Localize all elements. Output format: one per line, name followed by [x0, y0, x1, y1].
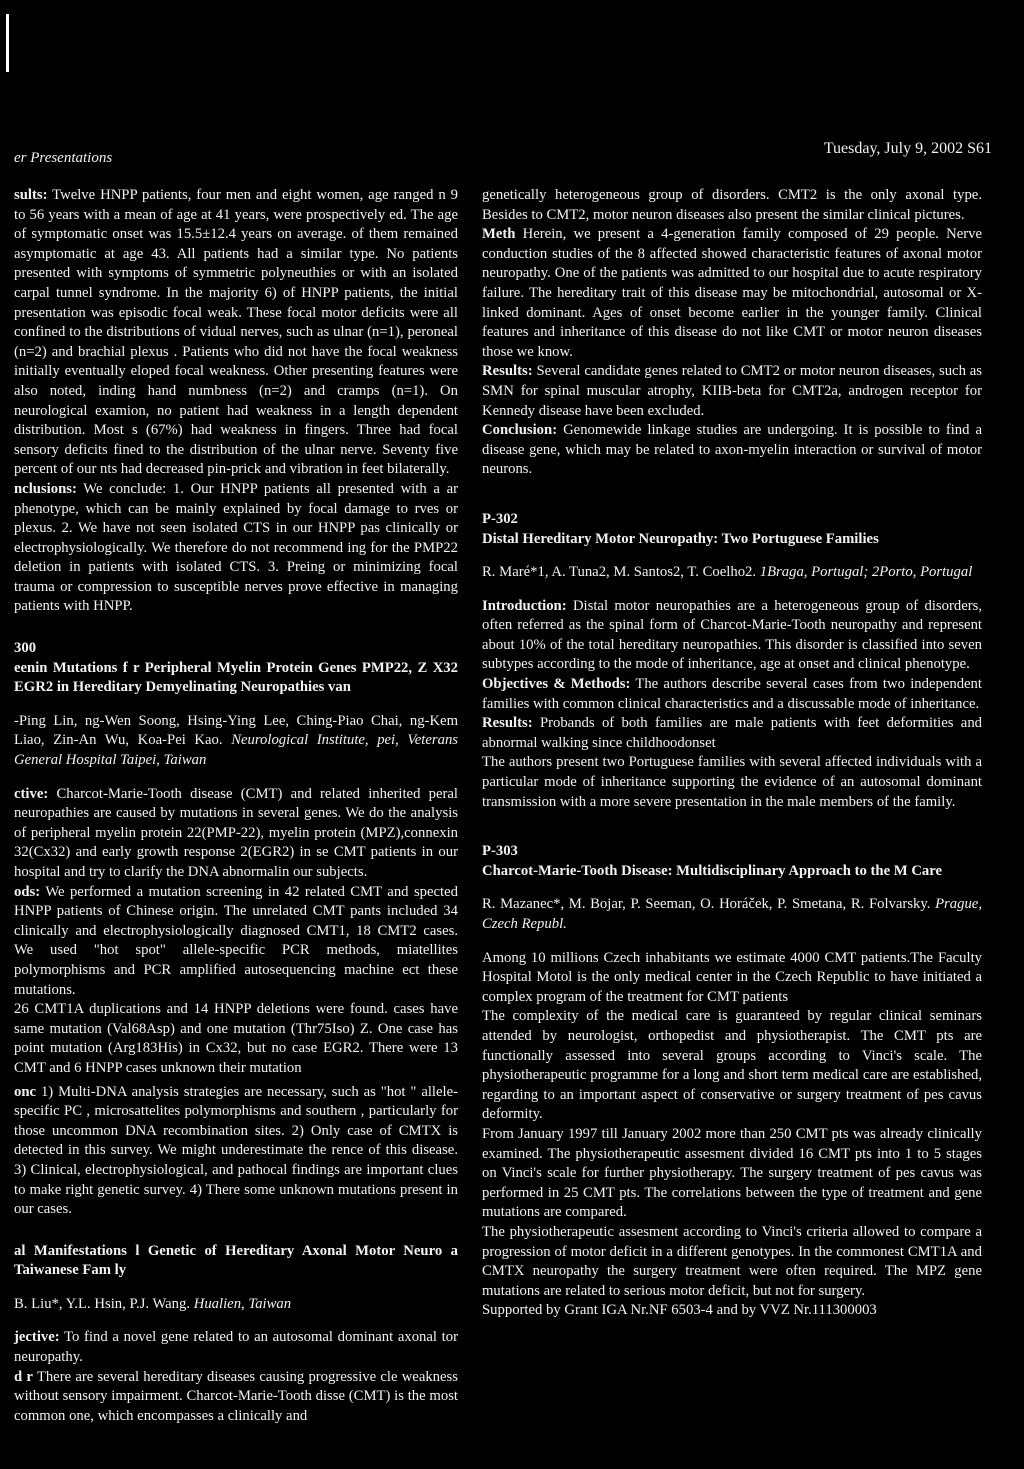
results-text: Probands of both families are male patients with feet deformities and abnormal walking since childhoodonset — [482, 715, 983, 751]
abstract-affiliation: 1Braga, Portugal; 2Porto, Portugal — [759, 564, 973, 581]
results-label: sults: — [14, 187, 48, 203]
abstract-title: Charcot-Marie-Tooth Disease: Multidisciplinary Approach to the M Care — [482, 862, 943, 879]
results-text: Twelve HNPP patients, four men and eight women, age ranged n 9 to 56 years with a mean of age at 41 years, were prospectively ed. The age of symptomatic onset was 15.5±12.4 years on average. of them remained asymptomatic at age 43. All patients had a similar type. No patients presented with symptoms of symmetric polyneuthies or with an isolated carpal tunnel syndrome. In the majority 6) of HNPP patients, the initial presentation was episodic focal weak. These focal motor deficits were all confined to the distributions of vidual nerves, such as ulnar (n=1), peroneal (n=2) and brachial plexus . Patients who did not have the focal weakness initially eventually eloped focal weakness. Other presenting features were also noted, inding hand numbness (n=2) and cramps (n=1). On neurological examion, no patient had weakness in a length dependent distribution. Most s (67%) had weakness in fingers. Three had focal sensory deficits fined to the distribution of the ulnar nerve. Seventy five percent of our nts had decreased pin-prick and vibration in feet bilaterally. — [14, 187, 458, 478]
body-paragraph-2: The complexity of the medical care is guaranteed by regular clinical seminars attended by neurologist, orthopedist and physiotherapist. The CMT pts are functionally assessed into several groups according to Vinci's scale. The physiotherapeutic programme for a long and short term medical care are established, regarding to an important aspect of conservative or surgery treatment of pes cavus deformity. — [482, 1008, 982, 1123]
abstract-id: P-302 — [482, 510, 518, 527]
results-text: Several candidate genes related to CMT2 or motor neuron diseases, such as SMN for spinal muscular atrophy, KIIB-beta for CMT2a, androgen receptor for Kennedy disease have been excluded. — [482, 363, 982, 419]
abstract-authors: R. Maré*1, A. Tuna2, M. Santos2, T. Coelho2. — [482, 564, 757, 581]
conclusions-label: nclusions: — [14, 480, 77, 497]
methods-text: Herein, we present a 4-generation family composed of 29 people. Nerve conduction studies of the 8 affected showed characteristic features of axonal motor neuropathy. One of the patients was admitted to our hospital due to acute respiratory failure. The hereditary trait of this disease may be mitochondrial, autosomal or X-linked dominant. Ages of onset become earlier in the younger family. Clinical features and inheritance of this disease do not like CMT or motor neuron diseases those we know. — [482, 226, 982, 360]
right-column — [482, 186, 982, 1321]
objective-label: jective: — [14, 1329, 60, 1346]
results-text-2: The authors present two Portuguese families with several affected individuals with a particular mode of inheritance supporting the evidence of an autosomal dominant transmission with a more severe presentation in the male members of the family. — [482, 754, 982, 810]
objective-text: Charcot-Marie-Tooth disease (CMT) and related inherited peral neuropathies are caused by mutations in several genes. We do the analysis of peripheral myelin protein 22(PMP-22), myelin protein (MPZ),connexin 32(Cx32) and early growth response 2(EGR2) in se CMT patients in our hospital and try to clarify the DNA abnormalin our subjects. — [14, 785, 459, 880]
methods-label: Meth — [482, 226, 516, 243]
intro-continued-text: genetically heterogeneous group of disorders. CMT2 is the only axonal type. Besides to CMT2, motor neuron diseases also present the similar clinical pictures. — [482, 187, 982, 223]
abstract-id: 300 — [14, 640, 37, 657]
abstract-authors: -Ping Lin, ng-Wen Soong, Hsing-Ying Lee, Ching-Piao Chai, ng-Kem Liao, Zin-An Wu, Koa-Pei Kao. — [14, 712, 458, 749]
abstract-hnpp-continued — [14, 186, 458, 617]
objective-label: ctive: — [14, 785, 49, 802]
conclusion-text: 1) Multi-DNA analysis strategies are necessary, such as "hot " allele-specific PC , microsattelites polymorphisms and southern , particularly for those uncommon DNA recombination sites. 2) Only case of CMTX is detected in this survey. We might underestimate the rence of this disease. 3) Clinical, electrophysiological, and pathocal findings are important clues to make right genetic survey. 4) There some unknown mutations present in our cases. — [14, 1083, 459, 1218]
abstract-authors: R. Mazanec*, M. Bojar, P. Seeman, O. Horáček, P. Smetana, R. Folvarsky. — [482, 896, 931, 913]
introduction-label: d r — [14, 1368, 33, 1385]
results-text: 26 CMT1A duplications and 14 HNPP deletions were found. cases have same mutation (Val68Asp) and one mutation (Thr75Iso) Z. One case has point mutation (Arg183His) in Cx32, but no case EGR2. There were 13 CMT and 6 HNPP cases unknown their mutation — [14, 1001, 458, 1076]
page-edge-bar — [6, 14, 9, 72]
date-page-header: Tuesday, July 9, 2002 S61 — [823, 140, 992, 157]
methods-text: We performed a mutation screening in 42 related CMT and spected HNPP patients of Chinese origin. The unrelated CMT pants included 34 clinically and electrophysiologically diagnosed CMT1, 18 CMT2 cases. We used "hot spot" allele-specific PCR methods, miatellites polymorphisms and PCR amplified autosequencing machine ect these mutations. — [14, 883, 458, 998]
introduction-text: Distal motor neuropathies are a heterogeneous group of disorders, often referred as the spinal form of Charcot-Marie-Tooth neuropathy and represent about 10% of the total hereditary neuropathies. This disorder is classified into seven subtypes according to the mode of inheritance, age at onset and clinical phenotype. — [482, 597, 982, 673]
abstract-title: eenin Mutations f r Peripheral Myelin Protein Genes PMP22, Z X32 EGR2 in Hereditary Demyelinating Neuropathies van — [14, 659, 458, 696]
left-column — [14, 186, 458, 1426]
abstract-p301 — [14, 1242, 458, 1427]
abstract-p300 — [14, 639, 458, 1220]
abstract-p303 — [482, 842, 982, 1321]
conclusion-label: onc — [14, 1083, 37, 1100]
body-paragraph-1: Among 10 millions Czech inhabitants we estimate 4000 CMT patients.The Faculty Hospital Motol is the only medical center in the Czech Republic to have initiated a complex program of the treatment for CMT patients — [482, 949, 982, 1005]
abstract-p301-continued — [482, 186, 982, 480]
objective-text: To find a novel gene related to an autosomal dominant axonal tor neuropathy. — [14, 1329, 458, 1366]
conclusion-text: Genomewide linkage studies are undergoing. It is possible to find a disease gene, which may be related to axon-myelin interaction or survival of motor neurons. — [482, 422, 982, 478]
abstract-title: al Manifestations l Genetic of Hereditary Axonal Motor Neuro a Taiwanese Fam ly — [14, 1242, 458, 1279]
body-paragraph-3: From January 1997 till January 2002 more than 250 CMT pts was already clinically examined. The physiotherapeutic assesment divided 16 CMT pts into 1 to 5 stages on Vinci's scale for further physiotherapy. The surgery treatment of pes cavus was performed in 25 CMT pts. The correlations between the type of treatment and gene mutations are compared. — [482, 1125, 982, 1221]
abstract-affiliation: Prague, Czech Republ. — [482, 896, 982, 932]
abstract-affiliation: Neurological Institute, pei, Veterans General Hospital Taipei, Taiwan — [14, 732, 459, 769]
body-paragraph-4: The physiotherapeutic assesment according to Vinci's criteria allowed to compare a progression of motor deficit in a different genotypes. In the commonest CMT1A and CMTX neuropathy the surgery treatment were often required. The MPZ gene mutations are related to serious motor deficit, but not for surgery. — [482, 1223, 982, 1299]
results-label: Results: — [482, 363, 533, 380]
abstract-authors: B. Liu*, Y.L. Hsin, P.J. Wang. — [14, 1295, 191, 1312]
conclusions-text: We conclude: 1. Our HNPP patients all presented with a ar phenotype, which can be mainly explained by focal damage to rves or plexus. 2. We have not seen isolated CTS in our HNPP pas clinically or electrophysiologically. We therefore do not recommend ing for the PMP22 deletion in patients with isolated CTS. 3. Preing or minimizing focal trauma or compression to susceptible nerves prove effective in managing patients with HNPP. — [14, 480, 458, 615]
objectives-label: Objectives & Methods: — [482, 676, 631, 693]
abstract-p302 — [482, 510, 982, 812]
objectives-text: The authors describe several cases from two independent families with common clinical characteristics and a discussable mode of inheritance. — [482, 676, 982, 712]
section-header: er Presentations — [14, 150, 113, 166]
abstract-id: P-303 — [482, 843, 518, 860]
funding-note: Supported by Grant IGA Nr.NF 6503-4 and by VVZ Nr.111300003 — [482, 1302, 877, 1319]
results-label: Results: — [482, 715, 533, 732]
introduction-label: Introduction: — [482, 597, 567, 614]
abstract-affiliation: Hualien, Taiwan — [193, 1295, 292, 1312]
methods-label: ods: — [14, 883, 41, 900]
conclusion-label: Conclusion: — [482, 422, 558, 439]
introduction-text: There are several hereditary diseases causing progressive cle weakness without sensory impairment. Charcot-Marie-Tooth disse (CMT) is the most common one, which encompasses a clinically and — [14, 1368, 458, 1424]
abstract-title: Distal Hereditary Motor Neuropathy: Two Portuguese Families — [482, 530, 879, 547]
